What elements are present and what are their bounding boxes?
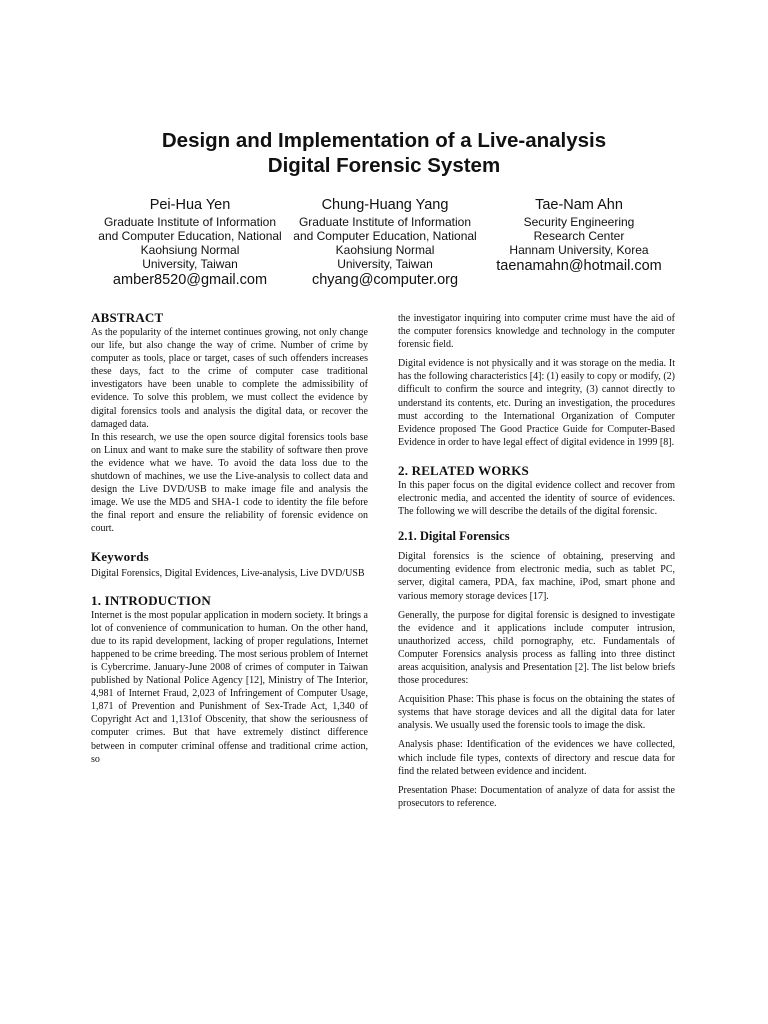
author-block-3 (480, 196, 678, 275)
body-paragraph: In this paper focus on the digital evidence collect and recover from electronic media, and accented the identity of source of evidences. The following we will describe the details of the digital forensic. (398, 479, 675, 518)
body-paragraph: Digital evidence is not physically and it was storage on the media. It has the following characteristics [4]: (1) easily to copy or modify, (2) difficult to confirm the source and integrity, (3) cannot directly to understand its contents, etc. During an investigation, the procedures must according to the International Organization of Computer Evidence proposed The Good Practice Guide for Computer-Based Evidence in order to have legal effect of digital evidence in 1999 [8]. (398, 358, 675, 448)
keywords-text: Digital Forensics, Digital Evidences, Live-analysis, Live DVD/USB (91, 567, 365, 579)
author-affiliation-line: and Computer Education, National (98, 229, 282, 243)
paper-title-line-2: Digital Forensic System (267, 154, 501, 177)
author-name: Tae-Nam Ahn (535, 197, 623, 213)
body-paragraph: Acquisition Phase: This phase is focus on the obtaining the states of systems that have storage devices and all the digital data for later analysis. We usually used the forensic tools to image the disk. (398, 694, 675, 732)
introduction-heading: 1. INTRODUCTION (91, 592, 212, 608)
author-affiliation-line: Kaohsiung Normal (140, 243, 240, 257)
author-email: chyang@computer.org (311, 272, 459, 288)
abstract-heading: ABSTRACT (91, 310, 164, 325)
author-block-1 (90, 196, 290, 289)
related-works-heading: 2. RELATED WORKS (398, 462, 529, 478)
body-paragraph: Analysis phase: Identification of the evidences we have collected, which include file types, contexts of directory and rescue data for find the related between evidence and incident. (398, 739, 675, 777)
author-affiliation-line: University, Taiwan (142, 257, 238, 271)
right-column (398, 312, 675, 816)
author-affiliation-line: Kaohsiung Normal (335, 243, 435, 257)
author-email: amber8520@gmail.com (112, 272, 268, 288)
author-affiliation-line: Graduate Institute of Information (298, 215, 472, 229)
author-affiliation-line: Security Engineering (523, 215, 635, 229)
author-affiliation-line: Graduate Institute of Information (103, 215, 277, 229)
author-affiliation-line: Hannam University, Korea (509, 243, 649, 257)
author-email: taenamahn@hotmail.com (496, 258, 662, 274)
body-paragraph: Presentation Phase: Documentation of analyze of data for assist the prosecutors to reference. (398, 784, 675, 809)
abstract-paragraph: As the popularity of the internet continues growing, not only change our life, but also change the way of crime. Number of crime by computer as tools, place or target, cases of such offenders increases these days, fact to the crime of computer case traditional investigators have been unable to complete the admissibility of evidence. To solve this problem, we must collect the evidence by digital forensics tools and analysis the digital data, or recover the damaged data. (91, 327, 368, 430)
left-column (91, 310, 368, 772)
keywords-heading: Keywords (91, 548, 149, 564)
author-affiliation-line: and Computer Education, National (293, 229, 477, 243)
abstract-paragraph: In this research, we use the open source digital forensics tools base on Linux and want to make sure the stability of software then prove the evidence what we have. To avoid the data loss due to the shutdown of machines, we use the Live-analysis to collect data and design the Live DVD/USB to make image file and analysis the image. We use the MD5 and SHA-1 code to identity the file before the final report and ensure the reliability of forensic evidence on court. (91, 431, 368, 535)
body-paragraph: the investigator inquiring into computer crime must have the aid of the computer forensics knowledge and technology in the computer forensic field. (398, 313, 675, 351)
digital-forensics-heading: 2.1. Digital Forensics (398, 529, 510, 544)
author-name: Pei-Hua Yen (149, 197, 231, 213)
author-name: Chung-Huang Yang (321, 197, 449, 213)
paper-title (0, 128, 768, 178)
author-affiliation-line: Research Center (533, 229, 625, 243)
author-block-2 (288, 196, 482, 289)
body-paragraph: Generally, the purpose for digital forensic is designed to investigate the evidence and it applications include computer intrusion, unauthorized access, child pornography, etc. Fundamentals of Computer Forensics analysis process as falling into three distinct areas acquisition, analysis and Presentation [2]. The list below briefs those procedures: (398, 609, 675, 687)
body-paragraph: Digital forensics is the science of obtaining, preserving and documenting evidence from electronic media, such as tablet PC, server, digital camera, PDA, fax machine, iPod, smart phone and various memory storage devices [17]. (398, 551, 675, 602)
introduction-paragraph: Internet is the most popular application in modern society. It brings a lot of convenience of communication to human. On the other hand, due to its rapid development, lacking of proper regulations, Internet happened to be crime breeding. The most serious problem of Internet is Cybercrime. January-June 2008 of crimes of computer in Taiwan published by National Police Agency [12], Ministry of The Interior, 4,981 of Internet Fraud, 2,023 of Infringement of Computer Usage, 1,871 of Prevention and Punishment of Sex-Trade Act, 1,340 of Copyright Act and 1,131of Obscenity, that show the seriousness of computer crimes. But that have extremely distinct difference between in computer criminal offense and traditional crime action, so (91, 609, 368, 765)
paper-title-line-1: Design and Implementation of a Live-analysis (161, 129, 607, 152)
author-affiliation-line: University, Taiwan (337, 257, 433, 271)
